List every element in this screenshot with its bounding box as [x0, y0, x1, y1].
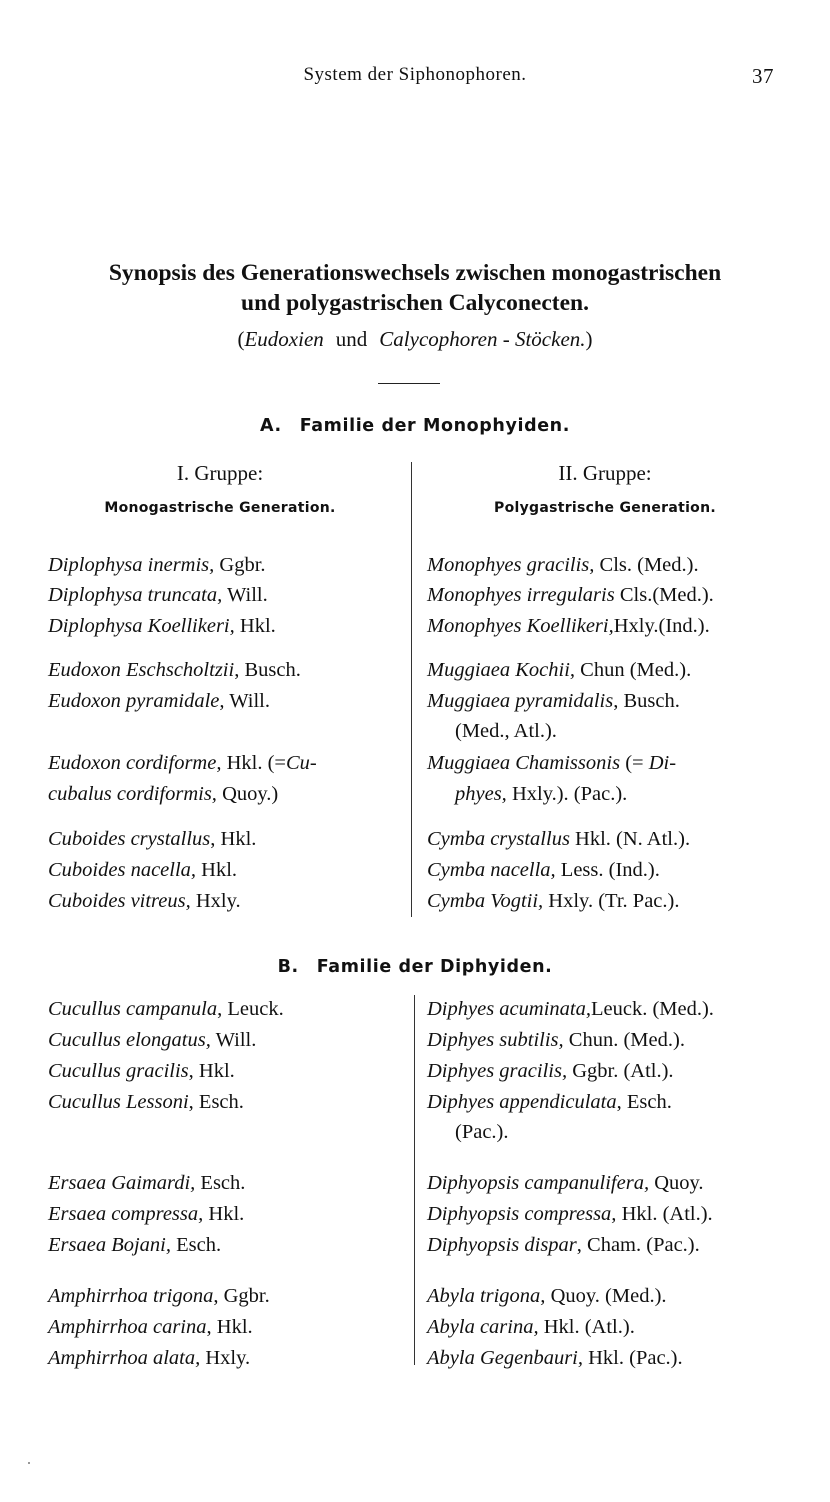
subtitle-eudoxien: Eudoxien — [244, 327, 324, 351]
monogastric-generation-label: Monogastrische Generation. — [104, 500, 336, 516]
family-b-name: Familie der Diphyiden. — [316, 957, 553, 977]
entry-right: Muggiaea Chamissonis (= Di- — [427, 752, 677, 774]
entry-right: Diphyopsis campanulifera, Quoy. — [427, 1172, 704, 1194]
entry-right: Monophyes gracilis, Cls. (Med.). — [427, 554, 699, 576]
entry-left: Amphirrhoa trigona, Ggbr. — [48, 1285, 270, 1307]
running-title: System der Siphonophoren. — [303, 64, 527, 85]
entry-left: Diplophysa Koellikeri, Hkl. — [48, 615, 276, 637]
entry-left: cubalus cordiformis, Quoy.) — [48, 783, 279, 805]
entry-right: Abyla trigona, Quoy. (Med.). — [427, 1285, 667, 1307]
entry-left: Cucullus Lessoni, Esch. — [48, 1091, 244, 1113]
entry-right: Diphyes appendiculata, Esch. — [427, 1091, 672, 1113]
entry-left: Cuboides nacella, Hkl. — [48, 859, 238, 881]
entry-right: Muggiaea pyramidalis, Busch. — [427, 690, 680, 712]
family-a-name: Familie der Monophyiden. — [299, 416, 570, 436]
entry-left: Ersaea Gaimardi, Esch. — [48, 1172, 246, 1194]
entry-left: Amphirrhoa alata, Hxly. — [48, 1347, 251, 1369]
title-divider — [378, 383, 440, 384]
entry-right: Cymba nacella, Less. (Ind.). — [427, 859, 660, 881]
polygastric-generation-label: Polygastrische Generation. — [494, 500, 716, 516]
entry-right: Diphyopsis dispar, Cham. (Pac.). — [427, 1234, 700, 1256]
entry-left: Amphirrhoa carina, Hkl. — [48, 1316, 253, 1338]
entry-left: Eudoxon pyramidale, Will. — [48, 690, 270, 712]
synopsis-subtitle — [40, 327, 790, 352]
family-b-letter: B. — [277, 957, 299, 977]
entry-right: Muggiaea Kochii, Chun (Med.). — [427, 659, 692, 681]
entry-left: Cucullus campanula, Leuck. — [48, 998, 284, 1020]
page-number: 37 — [752, 64, 774, 88]
entry-right: Diphyopsis compressa, Hkl. (Atl.). — [427, 1203, 713, 1225]
column-divider-b — [414, 995, 415, 1365]
entry-right: Diphyes gracilis, Ggbr. (Atl.). — [427, 1060, 674, 1082]
entry-right: Cymba crystallus Hkl. (N. Atl.). — [427, 828, 691, 850]
group-2-label: II. Gruppe: — [558, 461, 652, 485]
entry-left: Ersaea Bojani, Esch. — [48, 1234, 222, 1256]
column-divider-a — [411, 462, 412, 917]
entry-right: Abyla carina, Hkl. (Atl.). — [427, 1316, 635, 1338]
entry-left: Eudoxon Eschscholtzii, Busch. — [48, 659, 301, 681]
entry-right: phyes, Hxly.). (Pac.). — [455, 783, 628, 805]
entry-left: Diplophysa truncata, Will. — [48, 584, 268, 606]
title-line-2: und polygastrischen Calyconecten. — [241, 290, 589, 316]
group-1-label: I. Gruppe: — [176, 461, 264, 485]
entry-right: Diphyes acuminata,Leuck. (Med.). — [427, 998, 714, 1020]
synopsis-title — [40, 258, 790, 318]
entry-left: Diplophysa inermis, Ggbr. — [48, 554, 266, 576]
family-a-letter: A. — [260, 416, 282, 436]
family-a-heading — [0, 416, 830, 436]
scan-speck — [28, 1462, 30, 1464]
entry-left: Cucullus gracilis, Hkl. — [48, 1060, 235, 1082]
entry-left: Ersaea compressa, Hkl. — [48, 1203, 245, 1225]
entry-left: Cuboides crystallus, Hkl. — [48, 828, 257, 850]
title-line-1: Synopsis des Generationswechsels zwischen monogastrischen — [108, 260, 722, 286]
running-head — [0, 64, 830, 88]
entry-right: Monophyes Koellikeri,Hxly.(Ind.). — [427, 615, 710, 637]
entry-right: (Pac.). — [455, 1121, 509, 1143]
entry-left: Cuboides vitreus, Hxly. — [48, 890, 241, 912]
entry-right: Monophyes irregularis Cls.(Med.). — [427, 584, 714, 606]
subtitle-calycophoren: Calycophoren - Stöcken. — [379, 327, 586, 351]
family-b-heading — [0, 957, 830, 977]
subtitle-open-paren: ( — [237, 327, 245, 351]
entry-left: Cucullus elongatus, Will. — [48, 1029, 257, 1051]
entry-right: Abyla Gegenbauri, Hkl. (Pac.). — [427, 1347, 683, 1369]
entry-right: Diphyes subtilis, Chun. (Med.). — [427, 1029, 685, 1051]
entry-right: (Med., Atl.). — [455, 720, 557, 742]
entry-right: Cymba Vogtii, Hxly. (Tr. Pac.). — [427, 890, 680, 912]
entry-left: Eudoxon cordiforme, Hkl. (=Cu- — [48, 752, 317, 774]
subtitle-close-paren: ) — [585, 327, 593, 351]
subtitle-und: und — [335, 327, 368, 351]
